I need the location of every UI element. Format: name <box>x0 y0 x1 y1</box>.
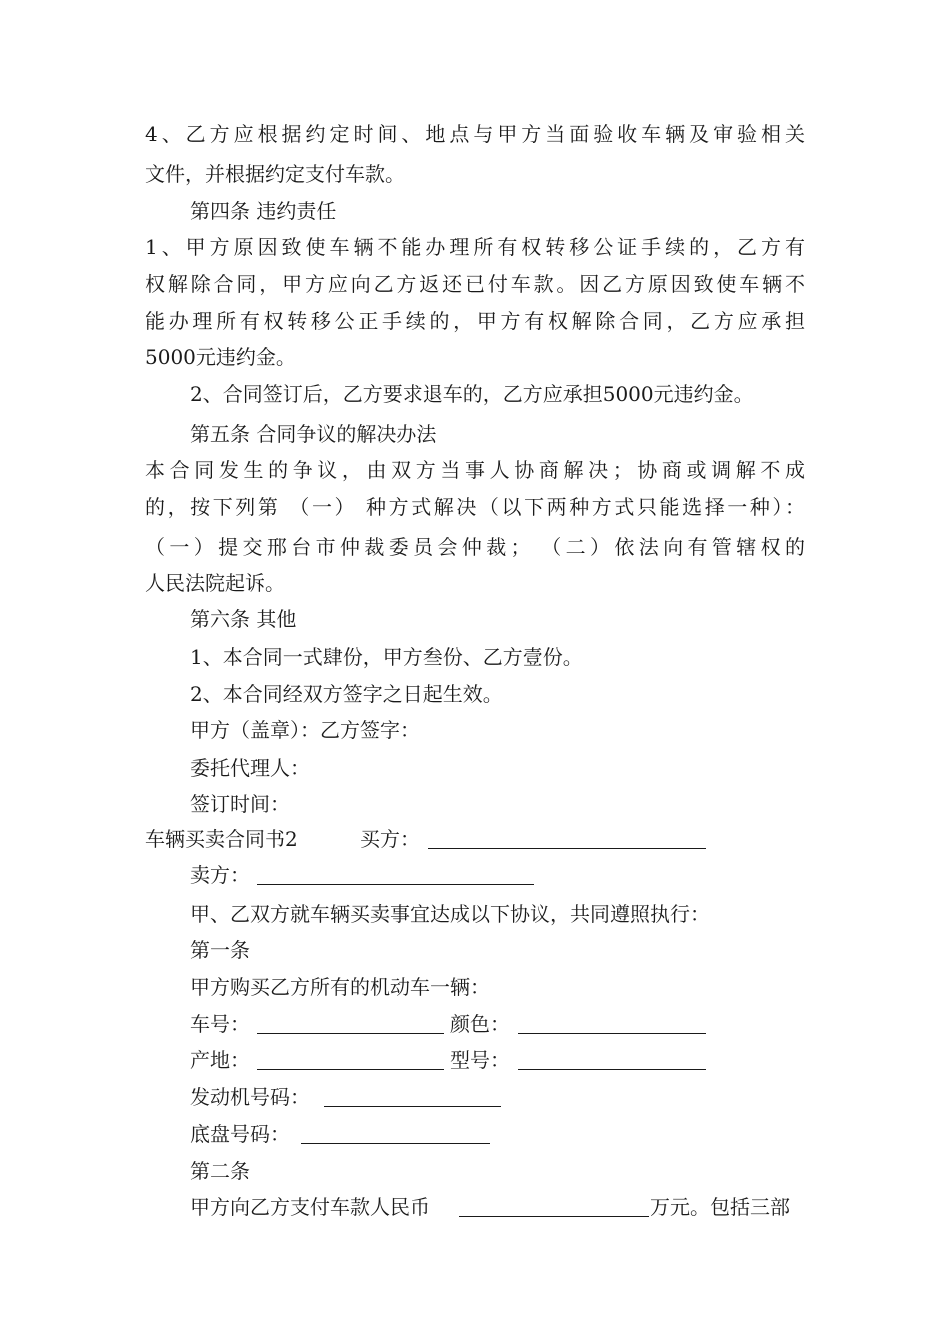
plate-blank[interactable] <box>257 1013 444 1034</box>
origin-blank[interactable] <box>257 1049 444 1070</box>
paragraph-line: 2、合同签订后，乙方要求退车的，乙方应承担5000元违约金。 <box>190 382 754 406</box>
payment-unit-text: 万元。包括三部 <box>650 1195 790 1219</box>
engine-number-blank[interactable] <box>324 1086 501 1107</box>
plate-label: 车号： <box>190 1012 250 1036</box>
color-label: 颜色： <box>450 1012 510 1036</box>
paragraph-line: 能办理所有权转移公正手续的，甲方有权解除合同，乙方应承担 <box>145 309 805 333</box>
paragraph-line: 权解除合同，甲方应向乙方返还已付车款。因乙方原因致使车辆不 <box>145 272 805 296</box>
section-heading: 第一条 <box>190 938 250 962</box>
chassis-number-label: 底盘号码： <box>190 1122 290 1146</box>
model-blank[interactable] <box>518 1049 706 1070</box>
engine-number-label: 发动机号码： <box>190 1085 310 1109</box>
signature-line: 委托代理人： <box>190 756 310 780</box>
signature-line: 签订时间： <box>190 792 290 816</box>
section-heading: 第二条 <box>190 1159 250 1183</box>
paragraph-line: 甲、乙双方就车辆买卖事宜达成以下协议，共同遵照执行： <box>190 902 710 926</box>
section-heading: 第五条 合同争议的解决办法 <box>190 422 437 446</box>
paragraph-line: 本合同发生的争议，由双方当事人协商解决；协商或调解不成 <box>145 458 805 482</box>
seller-label: 卖方： <box>190 863 250 887</box>
paragraph-line: 4、乙方应根据约定时间、地点与甲方当面验收车辆及审验相关 <box>145 122 805 146</box>
paragraph-line: 甲方购买乙方所有的机动车一辆： <box>190 975 490 999</box>
section-heading: 第六条 其他 <box>190 607 297 631</box>
buyer-label: 买方： <box>360 827 420 851</box>
payment-label: 甲方向乙方支付车款人民币 <box>190 1195 430 1219</box>
paragraph-line: 文件，并根据约定支付车款。 <box>145 162 405 186</box>
chassis-number-blank[interactable] <box>301 1123 490 1144</box>
paragraph-line: 1、甲方原因致使车辆不能办理所有权转移公证手续的，乙方有 <box>145 235 805 259</box>
payment-amount-blank[interactable] <box>459 1196 649 1217</box>
origin-label: 产地： <box>190 1048 250 1072</box>
paragraph-line: 的，按下列第 （一） 种方式解决（以下两种方式只能选择一种）： <box>145 495 805 519</box>
buyer-blank[interactable] <box>428 828 706 849</box>
paragraph-line: 5000元违约金。 <box>145 345 296 369</box>
paragraph-line: （一）提交邢台市仲裁委员会仲裁； （二）依法向有管辖权的 <box>145 535 805 559</box>
color-blank[interactable] <box>518 1013 706 1034</box>
paragraph-line: 人民法院起诉。 <box>145 571 285 595</box>
signature-line: 甲方（盖章）：乙方签字： <box>190 718 420 742</box>
seller-blank[interactable] <box>257 864 534 885</box>
paragraph-line: 2、本合同经双方签字之日起生效。 <box>190 682 503 706</box>
model-label: 型号： <box>450 1048 510 1072</box>
contract-title: 车辆买卖合同书2 <box>145 827 298 851</box>
paragraph-line: 1、本合同一式肆份，甲方叁份、乙方壹份。 <box>190 645 583 669</box>
section-heading: 第四条 违约责任 <box>190 199 337 223</box>
